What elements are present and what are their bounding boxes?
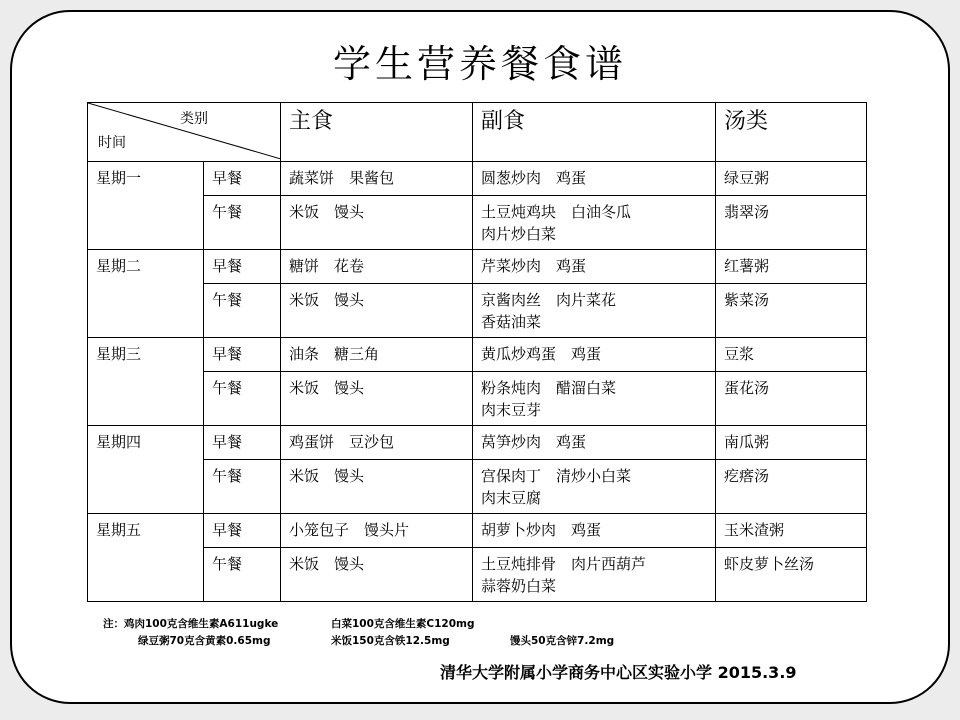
soup-cell: 南瓜粥 xyxy=(716,426,867,460)
table-row xyxy=(88,250,867,284)
soup-cell: 蛋花汤 xyxy=(716,372,867,426)
side-dish-line: 肉末豆腐 xyxy=(481,489,542,507)
page-title: 学生营养餐食谱 xyxy=(332,42,627,86)
table-row xyxy=(88,514,867,548)
note-item: 鸡肉100克含维生素A611ugke xyxy=(124,618,279,630)
soup-cell: 玉米渣粥 xyxy=(716,514,867,548)
diagonal-header-cell xyxy=(88,103,281,162)
note-prefix: 注： xyxy=(103,618,124,630)
side-cell xyxy=(473,250,716,284)
soup-cell: 翡翠汤 xyxy=(716,196,867,250)
side-cell xyxy=(473,514,716,548)
note-item: 白菜100克含维生素C120mg xyxy=(331,618,475,630)
time-label: 时间 xyxy=(98,135,126,151)
day-cell: 星期五 xyxy=(88,514,204,602)
header-staple: 主食 xyxy=(281,103,473,162)
staple-cell: 蔬菜饼 果酱包 xyxy=(281,162,473,196)
side-dish-line: 京酱肉丝 肉片菜花 xyxy=(481,291,617,309)
meal-cell: 午餐 xyxy=(204,196,281,250)
side-dish-line: 土豆炖鸡块 白油冬瓜 xyxy=(481,203,632,221)
side-cell xyxy=(473,196,716,250)
table-row xyxy=(88,284,867,338)
staple-cell: 米饭 馒头 xyxy=(281,372,473,426)
staple-cell: 米饭 馒头 xyxy=(281,196,473,250)
note-line-1 xyxy=(103,616,278,631)
staple-cell: 米饭 馒头 xyxy=(281,460,473,514)
table-row xyxy=(88,162,867,196)
side-cell xyxy=(473,460,716,514)
header-soup: 汤类 xyxy=(716,103,867,162)
table-row xyxy=(88,460,867,514)
day-cell: 星期一 xyxy=(88,162,204,250)
side-cell xyxy=(473,162,716,196)
staple-cell: 鸡蛋饼 豆沙包 xyxy=(281,426,473,460)
staple-cell: 米饭 馒头 xyxy=(281,284,473,338)
meal-cell: 早餐 xyxy=(204,514,281,548)
soup-cell: 虾皮萝卜丝汤 xyxy=(716,548,867,602)
soup-cell: 疙瘩汤 xyxy=(716,460,867,514)
side-dish-line: 肉片炒白菜 xyxy=(481,225,557,243)
soup-cell: 紫菜汤 xyxy=(716,284,867,338)
table-row xyxy=(88,338,867,372)
staple-cell: 小笼包子 馒头片 xyxy=(281,514,473,548)
side-dish-line: 胡萝卜炒肉 鸡蛋 xyxy=(481,521,602,539)
soup-cell: 红薯粥 xyxy=(716,250,867,284)
staple-cell: 油条 糖三角 xyxy=(281,338,473,372)
meal-cell: 午餐 xyxy=(204,372,281,426)
side-dish-line: 圆葱炒肉 鸡蛋 xyxy=(481,169,587,187)
side-dish-line: 肉末豆芽 xyxy=(481,401,542,419)
side-cell xyxy=(473,426,716,460)
note-item: 绿豆粥70克含黄素0.65mg xyxy=(138,635,271,647)
meal-cell: 早餐 xyxy=(204,426,281,460)
side-dish-line: 宫保肉丁 清炒小白菜 xyxy=(481,467,632,485)
menu-table xyxy=(87,102,867,602)
note-item: 米饭150克含铁12.5mg xyxy=(331,635,450,647)
side-dish-line: 粉条炖肉 醋溜白菜 xyxy=(481,379,617,397)
staple-cell: 米饭 馒头 xyxy=(281,548,473,602)
meal-cell: 早餐 xyxy=(204,338,281,372)
note-item: 馒头50克含锌7.2mg xyxy=(510,635,615,647)
category-label: 类别 xyxy=(180,111,208,127)
day-cell: 星期四 xyxy=(88,426,204,514)
side-dish-line: 芹菜炒肉 鸡蛋 xyxy=(481,257,587,275)
side-cell xyxy=(473,338,716,372)
soup-cell: 豆浆 xyxy=(716,338,867,372)
meal-cell: 午餐 xyxy=(204,284,281,338)
table-header-row xyxy=(88,103,867,162)
side-dish-line: 土豆炖排骨 肉片西葫芦 xyxy=(481,555,647,573)
table-row xyxy=(88,548,867,602)
day-cell: 星期三 xyxy=(88,338,204,426)
soup-cell: 绿豆粥 xyxy=(716,162,867,196)
footer-credit: 清华大学附属小学商务中心区实验小学 2015.3.9 xyxy=(440,663,797,682)
side-dish-line: 莴笋炒肉 鸡蛋 xyxy=(481,433,587,451)
meal-cell: 午餐 xyxy=(204,460,281,514)
side-dish-line: 蒜蓉奶白菜 xyxy=(481,577,557,595)
header-side: 副食 xyxy=(473,103,716,162)
table-row xyxy=(88,372,867,426)
side-dish-line: 香菇油菜 xyxy=(481,313,542,331)
table-row xyxy=(88,196,867,250)
meal-cell: 早餐 xyxy=(204,162,281,196)
staple-cell: 糖饼 花卷 xyxy=(281,250,473,284)
table-row xyxy=(88,426,867,460)
side-dish-line: 黄瓜炒鸡蛋 鸡蛋 xyxy=(481,345,602,363)
meal-cell: 午餐 xyxy=(204,548,281,602)
meal-cell: 早餐 xyxy=(204,250,281,284)
side-cell xyxy=(473,372,716,426)
side-cell xyxy=(473,284,716,338)
day-cell: 星期二 xyxy=(88,250,204,338)
side-cell xyxy=(473,548,716,602)
